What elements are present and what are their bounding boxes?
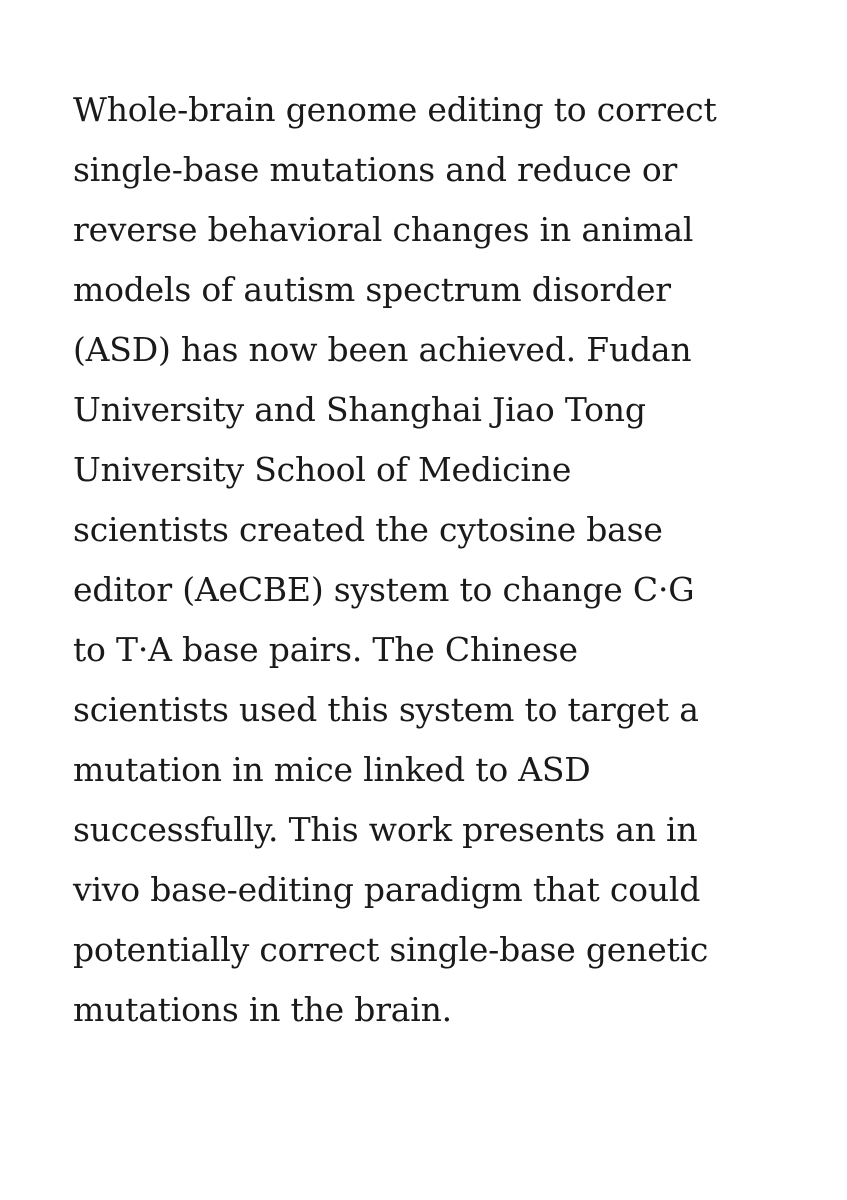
text-line: models of autism spectrum disorder <box>73 270 671 309</box>
text-line: (ASD) has now been achieved. Fudan <box>73 330 692 369</box>
text-line: University School of Medicine <box>73 450 572 489</box>
text-line: potentially correct single-base genetic <box>73 930 709 969</box>
text-line: editor (AeCBE) system to change C·G <box>73 570 695 609</box>
text-line: University and Shanghai Jiao Tong <box>73 390 646 429</box>
text-line: scientists created the cytosine base <box>73 510 663 549</box>
article-paragraph <box>73 80 793 1040</box>
text-line: vivo base-editing paradigm that could <box>73 870 701 909</box>
text-line: Whole-brain genome editing to correct <box>73 90 717 129</box>
text-line: to T·A base pairs. The Chinese <box>73 630 578 669</box>
text-line: single-base mutations and reduce or <box>73 150 678 189</box>
text-line: reverse behavioral changes in animal <box>73 210 694 249</box>
text-line: successfully. This work presents an in <box>73 810 698 849</box>
text-line: mutations in the brain. <box>73 990 452 1029</box>
text-line: mutation in mice linked to ASD <box>73 750 591 789</box>
text-line: scientists used this system to target a <box>73 690 699 729</box>
